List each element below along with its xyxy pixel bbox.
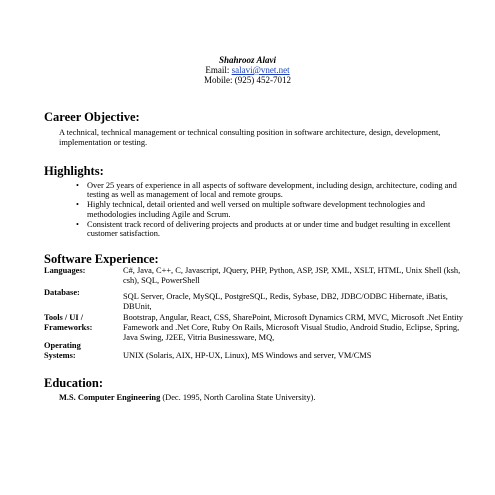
education-heading: Education:: [44, 376, 104, 390]
career-objective-heading: Career Objective:: [44, 110, 140, 124]
candidate-name: Shahrooz Alavi: [219, 55, 276, 65]
skill-label-tools: Tools / UI / Frameworks:: [44, 313, 93, 332]
email-link[interactable]: salavi@vnet.net: [231, 65, 290, 75]
skill-value-database: SQL Server, Oracle, MySQL, PostgreSQL, Redis, Sybase, DB2, JDBC/ODBC Hibernate, iBatis, DBUnit,: [123, 292, 448, 311]
contact-header: [0, 55, 495, 85]
highlight-text: Highly technical, detail oriented and well versed on multiple software development technologies and methodologies including Agile and Scrum.: [87, 200, 425, 219]
career-objective-text: A technical, technical management or technical consulting position in software architecture, design, development, implementation or testing.: [59, 128, 441, 147]
mobile-line: Mobile: (925) 452-7012: [204, 75, 291, 85]
highlight-text: Consistent track record of delivering projects and products at or under time and budget resulting in excellent customer satisfaction.: [87, 219, 451, 239]
skill-label-database: Database:: [44, 288, 80, 297]
bullet-icon: •: [76, 219, 79, 229]
bullet-icon: •: [76, 200, 79, 210]
list-item: [76, 200, 476, 219]
education-entry: [59, 393, 315, 403]
list-item: [76, 220, 476, 239]
skill-value-tools: Bootstrap, Angular, React, CSS, SharePoint, Microsoft Dynamics CRM, MVC, Microsoft .Net Entity Famework and .Net Core, Ruby On Rails, Microsoft Visual Studio, Android Studio, Eclipse, Spring, Java Swing, J2EE, Vitria Businessware, MQ,: [123, 313, 463, 342]
list-item: [76, 181, 476, 200]
email-line: [0, 65, 495, 75]
degree-detail: (Dec. 1995, North Carolina State University).: [160, 393, 316, 402]
software-experience-heading: Software Experience:: [44, 252, 159, 266]
skill-value-operating-systems: UNIX (Solaris, AIX, HP-UX, Linux), MS Windows and server, VM/CMS: [123, 351, 372, 360]
highlights-heading: Highlights:: [44, 164, 104, 178]
highlights-list: [76, 181, 476, 239]
degree-name: M.S. Computer Engineering: [59, 393, 161, 402]
skill-label-languages: Languages:: [44, 266, 86, 275]
skill-label-operating-systems: Operating Systems:: [44, 341, 81, 360]
highlight-text: Over 25 years of experience in all aspects of software development, including design, architecture, coding and testing as well as management of local and remote groups.: [87, 181, 457, 200]
bullet-icon: •: [76, 181, 79, 190]
skill-value-languages: C#, Java, C++, C, Javascript, JQuery, PHP, Python, ASP, JSP, XML, XSLT, HTML, Unix Shell (ksh, csh), SQL, PowerShell: [123, 266, 461, 285]
email-label: Email:: [205, 65, 230, 75]
